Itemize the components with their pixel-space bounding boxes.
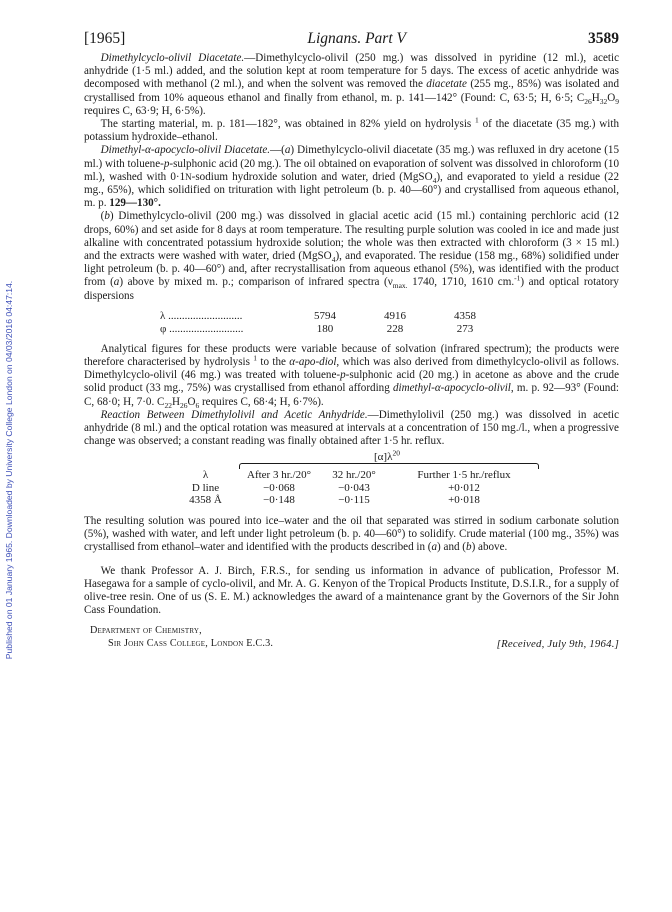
paragraph-workup: The resulting solution was poured into ice–water and the oil that separated was stirred in sodium carbonate solution (5%), washed with water, and left under light petroleum (b. p. 40—60°) to solidify. Crude material (100 mg., 35%) was crystallised from ethanol–water and identified with the products described in (a) and (b) above.	[84, 514, 619, 554]
table-header-row: λ After 3 hr./20° 32 hr./20° Further 1·5 hr./reflux	[202, 469, 511, 482]
paragraph-apocyclo-diacetate: Dimethyl-α-apocyclo-olivil Diacetate.—(a) Dimethylcyclo-olivil diacetate (35 mg.) was refluxed in dry acetone (15 ml.) with toluene-p-sulphonic acid (20 mg.). The oil obtained on evaporation of solvent was dissolved in chloroform (10 ml.), washed with 0·1N-sodium hydroxide solution and water, dried (MgSO$_4$), and evaporated to yield a residue (22 mg., 65%), which solidified on trituration with light petroleum (b. p. 40—60°) and crystallised from aqueous ethanol, m. p. 129—130°.	[84, 144, 620, 210]
section-heading-reaction: Reaction Between Dimethylolivil and Acetic Anhydride.	[100, 408, 368, 421]
received-date: [Received, July 9th, 1964.]	[496, 637, 619, 650]
reference-mark: 1	[253, 353, 258, 363]
author-address	[84, 625, 619, 650]
table-row: 4358 Å −0·148 −0·115 +0·018	[189, 494, 480, 507]
header-year: [1965]	[84, 30, 126, 47]
table-row: λ ........................... 5794 4916 4358	[160, 309, 476, 322]
paragraph-analytical: Analytical figures for these products were variable because of solvation (infrared spectrum); the products were therefore characterised by hydrolysis $^1$ to the α-apo-diol, which was also derived from dimethylcyclo-olivil as follows. Dimethylcyclo-olivil (46 mg.) was treated with toluene-p-sulphonic acid (20 mg.) in acetone as above and the crude solid product (33 mg., 75%) was crystallised from ethanol affording dimethyl-α-apocyclo-olivil, m. p. 92—93° (Found: C, 68·0; H, 7·0. $C_{22}H_{26}O_6$ requires C, 68·4; H, 6·7%).	[84, 342, 619, 410]
header-page-number: 3589	[588, 30, 619, 47]
address-college: Sir John Cass College, London E.C.3.	[108, 637, 274, 649]
header-title: Lignans. Part V	[307, 30, 406, 47]
table-row: D line −0·068 −0·043 +0·012	[191, 481, 480, 494]
table-group-header: $[\alpha]\lambda^{20}$	[374, 448, 400, 464]
running-header	[84, 30, 619, 48]
journal-page	[84, 30, 619, 650]
paragraph-method-b: (b) Dimethylcyclo-olivil (200 mg.) was dissolved in glacial acetic acid (15 ml.) containing perchloric acid (12 drops, 60%) and set aside for 8 days at room temperature. The resulting purple solution was cooled in ice and made just alkaline with concentrated potassium hydroxide solution; the whole was then extracted with chloroform (3 × 15 ml.) and the extracts were washed with water, dried (MgSO$_4$), and evaporated. The residue (158 mg., 68%) solidified under light petroleum (b. p. 40—60°) and, after recrystallisation from aqueous ethanol (5%), was identified with the product from (a) above by mixed m. p.; comparison of infrared spectra ($\nu_{max.}$ 1740, 1710, 1610 cm.$^{-1}$) and optical rotatory dispersions	[84, 210, 619, 302]
address-department: Department of Chemistry,	[90, 625, 202, 637]
paragraph-diacetate: Dimethylcyclo-olivil Diacetate.—Dimethylcyclo-olivil (250 mg.) was dissolved in pyridine (12 ml.), acetic anhydride (1·5 ml.) added, and the solution kept at room temperature for 5 days. The excess of acetic anhydride was decomposed with methanol (2 ml.), and when the solvent was removed the diacetate (255 mg., 85%) was isolated and crystallised from 10% aqueous ethanol and finally from ethanol, m. p. 141—142° (Found: C, 63·5; H, 6·5; $C_{26}H_{32}O_9$ requires C, 63·9; H, 6·5%).	[84, 52, 619, 117]
download-watermark	[2, 150, 16, 790]
section-heading-diacetate: Dimethylcyclo-olivil Diacetate.	[100, 52, 245, 64]
optical-rotation-table	[84, 448, 619, 507]
table-row: φ ........................... 180 228 273	[160, 323, 474, 336]
rotatory-dispersion-table	[84, 310, 619, 337]
paragraph-reaction: Reaction Between Dimethylolivil and Acetic Anhydride.—Dimethylolivil (250 mg.) was dissolved in acetic anhydride (8 ml.) and the optical rotation was measured at intervals at a concentration of 150 mg./l., when a progressive change was observed; a constant reading was finally obtained after 1·5 hr. reflux.	[84, 408, 619, 448]
paragraph-starting-material: The starting material, m. p. 181—182°, was obtained in 82% yield on hydrolysis $^1$ of the diacetate (35 mg.) with potassium hydroxide–ethanol.	[84, 115, 619, 144]
section-heading-apocyclo: Dimethyl-α-apocyclo-olivil Diacetate.	[100, 144, 271, 157]
acknowledgements: We thank Professor A. J. Birch, F.R.S., for sending us information in advance of publication, Professor M. Hasegawa for a sample of cyclo-olivil, and Mr. A. G. Kenyon of the Tropical Products Institute, D.S.I.R., for a supply of olive-tree resin. One of us (S. E. M.) acknowledges the award of a maintenance grant by the Governors of the Sir John Cass Foundation.	[84, 564, 619, 617]
reference-mark: 1	[475, 115, 479, 125]
download-watermark-text: Published on 01 January 1965. Downloaded by University College London on 04/03/2016 04:47:14.	[4, 280, 14, 660]
